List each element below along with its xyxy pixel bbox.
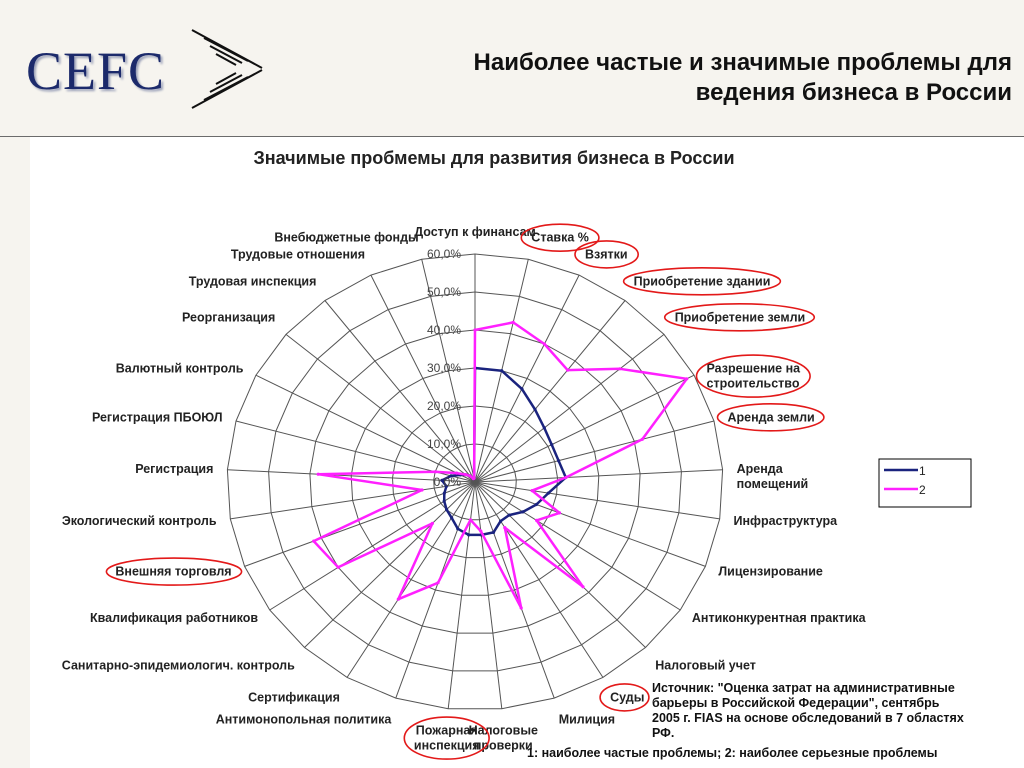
- source-line-2: барьеры в Российской Федерации", сентябрь: [652, 696, 940, 710]
- series-2-point: [337, 566, 340, 569]
- series-2-point: [468, 474, 471, 477]
- series-2-point: [317, 473, 320, 476]
- series-2-point: [434, 470, 437, 473]
- radial-tick-label: 40,0%: [426, 323, 461, 337]
- category-label: Трудовые отношения: [230, 247, 365, 262]
- category-label: Взятки: [585, 247, 628, 262]
- series-1-point: [456, 527, 459, 530]
- series-1-point: [492, 531, 495, 534]
- series-2-point: [531, 489, 534, 492]
- category-label: Суды: [610, 690, 645, 705]
- grid-spoke: [475, 334, 664, 482]
- slide-header: [0, 0, 1024, 137]
- category-label: Реорганизация: [181, 310, 276, 325]
- series-2-point: [397, 598, 400, 601]
- radial-tick-label: 0,0%: [433, 475, 461, 489]
- series-2-point: [685, 377, 688, 380]
- series-2-point: [420, 488, 423, 491]
- radial-tick-label: 60,0%: [426, 247, 461, 261]
- category-label: Инфраструктура: [733, 514, 838, 529]
- source-line-1: Источник: "Оценка затрат на административные: [652, 681, 955, 695]
- series-2-point: [464, 473, 467, 476]
- radial-tick-label: 10,0%: [426, 437, 461, 451]
- series-2-point: [469, 518, 472, 521]
- series-1-point: [521, 510, 524, 513]
- category-label: Экологический контроль: [61, 514, 217, 529]
- radar-series: [312, 321, 688, 610]
- slide-title: [452, 48, 1012, 108]
- series-2-point: [479, 530, 482, 533]
- legend-label-series-2: 2: [919, 483, 926, 497]
- series-2-point: [520, 606, 523, 609]
- chart-footnote: 1: наиболее частые проблемы; 2: наиболее серьезные проблемы: [527, 746, 938, 760]
- radial-tick-label: 30,0%: [426, 361, 461, 375]
- category-label: Антимонопольная политика: [215, 712, 392, 727]
- series-1-point: [535, 503, 538, 506]
- series-2-point: [312, 540, 315, 543]
- radar-chart: [0, 137, 1024, 768]
- series-1-point: [543, 426, 546, 429]
- grid-spoke: [475, 482, 646, 648]
- series-2-point: [564, 476, 567, 479]
- series-1-point: [443, 492, 446, 495]
- grid-spoke: [396, 482, 475, 698]
- grid-spoke: [256, 375, 475, 482]
- radar-grid: [227, 254, 722, 709]
- category-label: Налоговые проверки: [468, 723, 538, 753]
- category-label: Регистрация: [135, 461, 214, 476]
- category-label: Милиция: [558, 712, 616, 727]
- series-1-point: [445, 508, 448, 511]
- category-label: Внебюджетные фонды: [274, 230, 419, 245]
- category-label: Квалификация работников: [90, 610, 259, 625]
- category-label: Приобретение здании: [633, 274, 771, 289]
- series-2-point: [581, 585, 584, 588]
- category-label: Приобретение земли: [674, 310, 806, 325]
- category-label: Доступ к финансам: [414, 225, 536, 239]
- series-1-point: [533, 408, 536, 411]
- source-line-3: 2005 г. FIAS на основе обследований в 7 областях: [652, 711, 964, 725]
- series-2-point: [535, 519, 538, 522]
- category-label: Санитарно-эпидемиологич. контроль: [61, 658, 295, 673]
- category-label: Регистрация ПБОЮЛ: [91, 410, 223, 425]
- series-2-point: [473, 477, 476, 480]
- radial-tick-label: 20,0%: [426, 399, 461, 413]
- series-1-point: [508, 514, 511, 517]
- category-label: Лицензирование: [718, 564, 823, 579]
- series-2-point: [503, 526, 506, 529]
- grid-spoke: [475, 375, 694, 482]
- slide-title-line2: ведения бизнеса в России: [695, 79, 1012, 106]
- category-label: Внешняя торговля: [115, 564, 232, 579]
- category-label: Налоговый учет: [655, 658, 756, 673]
- series-2-point: [431, 522, 434, 525]
- category-label: Аренда помещений: [736, 461, 809, 491]
- chart-title: Значимые пробмемы для развития бизнеса в России: [253, 148, 735, 168]
- source-note: [652, 681, 964, 740]
- category-label: Антиконкурентная практика: [691, 610, 866, 625]
- series-1-point: [467, 533, 470, 536]
- cefc-logo-icon: [184, 24, 274, 114]
- category-label: Трудовая инспекция: [188, 274, 317, 289]
- series-1-point: [499, 520, 502, 523]
- series-1-point: [450, 516, 453, 519]
- series-2-point: [566, 369, 569, 372]
- series-2-point: [436, 581, 439, 584]
- series-2-point: [641, 438, 644, 441]
- source-line-4: РФ.: [652, 726, 675, 740]
- series-1-point: [520, 387, 523, 390]
- series-1-point: [500, 369, 503, 372]
- grid-spoke: [475, 301, 625, 483]
- category-label: Валютный контроль: [115, 361, 244, 376]
- series-1-point: [557, 459, 560, 462]
- category-label: Разрешение на строительство: [706, 361, 801, 391]
- series-2-point: [543, 342, 546, 345]
- radial-tick-label: 50,0%: [426, 285, 461, 299]
- category-label: Пожарная инспекция: [413, 723, 480, 753]
- grid-spoke: [475, 275, 579, 482]
- category-label: Аренда земли: [727, 410, 815, 425]
- series-1-point: [547, 492, 550, 495]
- radial-tick-labels: [427, 247, 461, 489]
- category-label: Сертификация: [248, 690, 340, 705]
- series-2-point: [473, 328, 476, 331]
- series-1-point: [443, 500, 446, 503]
- category-label: Ставка %: [531, 230, 589, 245]
- legend: [879, 459, 971, 507]
- legend-label-series-1: 1: [919, 464, 926, 478]
- series-2-point: [558, 511, 561, 514]
- slide-title-line1: Наиболее частые и значимые проблемы для: [473, 49, 1012, 76]
- series-2-point: [618, 367, 621, 370]
- series-1-point: [550, 443, 553, 446]
- grid-spoke: [305, 482, 476, 648]
- series-2-point: [512, 321, 515, 324]
- cefc-logo: CEFC: [26, 41, 166, 101]
